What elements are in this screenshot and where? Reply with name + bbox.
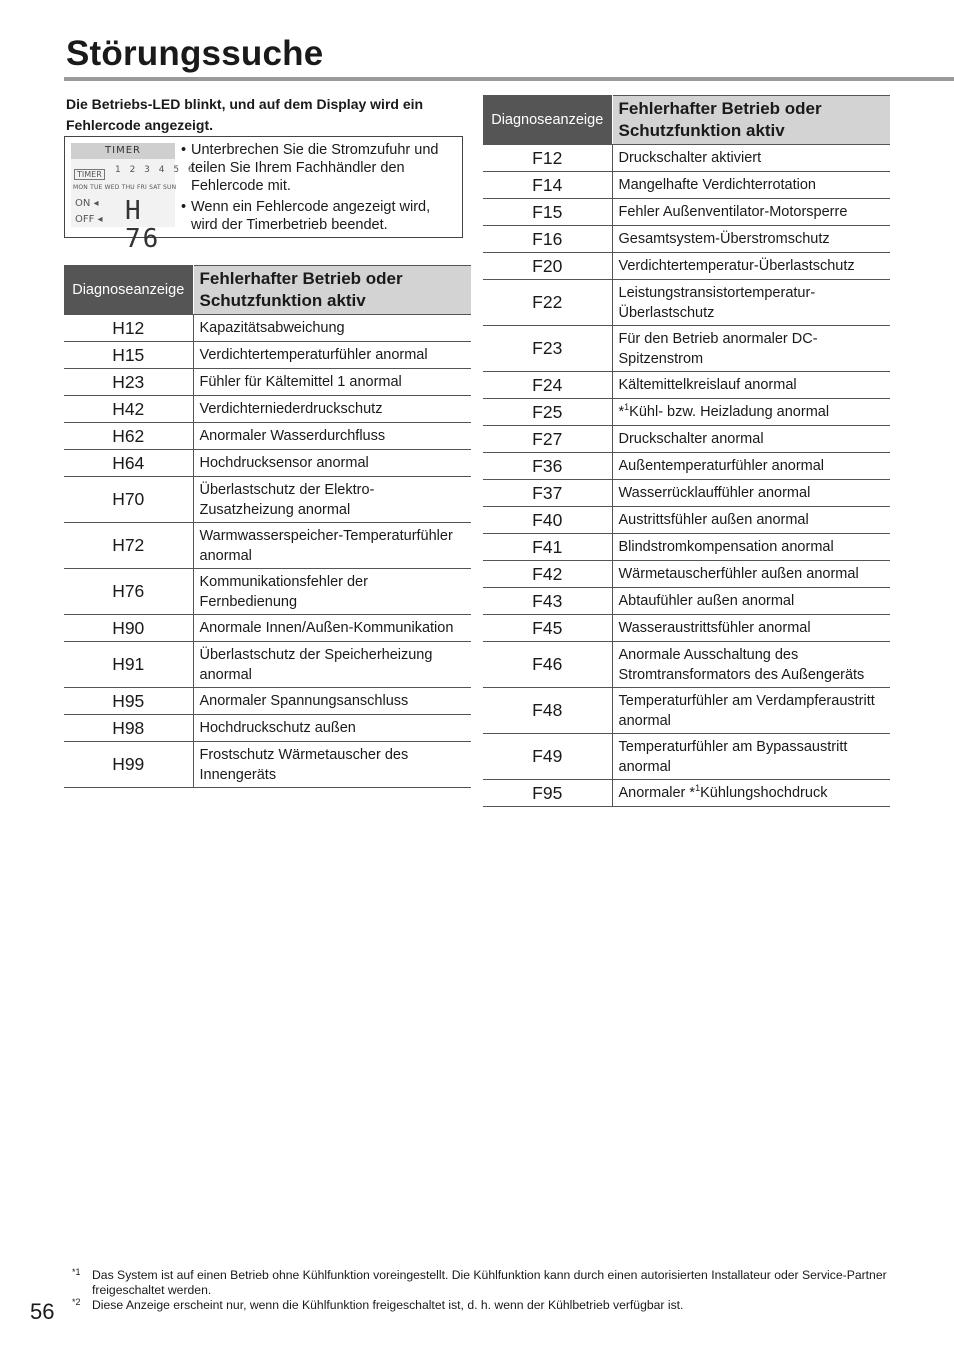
error-code: H99	[64, 742, 193, 788]
table-row	[483, 326, 890, 372]
error-description: Überlastschutz der Speicherheizung anormal	[193, 642, 471, 688]
error-description: Mangelhafte Verdichterrotation	[612, 172, 890, 199]
timer-display-illustration	[71, 143, 197, 254]
error-code: H95	[64, 688, 193, 715]
footnotes	[66, 1268, 906, 1313]
error-description: Außentemperaturfühler anormal	[612, 453, 890, 480]
error-description: Gesamtsystem-Überstromschutz	[612, 226, 890, 253]
table-row	[483, 588, 890, 615]
error-description: Wasserrücklauffühler anormal	[612, 480, 890, 507]
diagnosis-table-right	[483, 95, 890, 807]
table-row	[483, 642, 890, 688]
title-divider	[64, 77, 954, 81]
error-code: F27	[483, 426, 612, 453]
table-row	[64, 742, 471, 788]
error-code: F24	[483, 372, 612, 399]
footnote	[66, 1268, 906, 1298]
table-row	[64, 450, 471, 477]
table-row	[483, 199, 890, 226]
footnote-marker: 1	[695, 783, 701, 794]
table-header-row	[483, 96, 890, 145]
error-code: H42	[64, 396, 193, 423]
table-row	[483, 480, 890, 507]
error-code: H72	[64, 523, 193, 569]
error-code: F37	[483, 480, 612, 507]
display-weekdays: MON TUE WED THU FRI SAT SUN	[73, 184, 177, 191]
error-code: F14	[483, 172, 612, 199]
table-row	[483, 145, 890, 172]
footnote-text: Diese Anzeige erscheint nur, wenn die Kühlfunktion freigeschaltet ist, d. h. wenn der Kühlbetrieb verfügbar ist.	[92, 1298, 684, 1312]
error-code: H98	[64, 715, 193, 742]
table-row	[64, 523, 471, 569]
footnote-prefix: Anormaler *	[618, 785, 696, 801]
header-description: Fehlerhafter Betrieb oder Schutzfunktion aktiv	[612, 96, 890, 145]
info-bullet: • Wenn ein Fehlercode angezeigt wird, wird der Timerbetrieb beendet.	[181, 198, 459, 234]
error-code: F22	[483, 280, 612, 326]
error-description: Fühler für Kältemittel 1 anormal	[193, 369, 471, 396]
table-row	[483, 534, 890, 561]
error-code: F41	[483, 534, 612, 561]
display-on-label: ON ◂	[75, 198, 99, 209]
footnote-mark: *1	[72, 1267, 81, 1277]
footnote-marker: 1	[624, 402, 630, 413]
error-code: F15	[483, 199, 612, 226]
error-description: Verdichterniederdruckschutz	[193, 396, 471, 423]
error-code: H12	[64, 315, 193, 342]
error-code: F42	[483, 561, 612, 588]
error-code: F48	[483, 688, 612, 734]
table-row	[483, 253, 890, 280]
error-description: Fehler Außenventilator-Motorsperre	[612, 199, 890, 226]
display-header: TIMER	[71, 143, 175, 159]
table-row	[64, 688, 471, 715]
error-description: Hochdruckschutz außen	[193, 715, 471, 742]
display-timer-label: TIMER	[74, 169, 105, 180]
error-description: Verdichtertemperaturfühler anormal	[193, 342, 471, 369]
error-description	[612, 780, 890, 807]
error-description: Warmwasserspeicher-Temperaturfühler anormal	[193, 523, 471, 569]
footnote	[66, 1298, 906, 1313]
info-bullet: • Unterbrechen Sie die Stromzufuhr und teilen Sie Ihrem Fachhändler den Fehlercode mit.	[181, 141, 459, 195]
table-row	[64, 369, 471, 396]
error-description: Austrittsfühler außen anormal	[612, 507, 890, 534]
error-description: Wärmetauscherfühler außen anormal	[612, 561, 890, 588]
diagnosis-table-left	[64, 265, 471, 788]
error-description: Überlastschutz der Elektro-Zusatzheizung anormal	[193, 477, 471, 523]
error-description: Hochdrucksensor anormal	[193, 450, 471, 477]
display-slot-numbers: 1 2 3 4 5 6	[115, 165, 197, 175]
table-row	[64, 715, 471, 742]
error-code: H64	[64, 450, 193, 477]
error-code: F45	[483, 615, 612, 642]
table-row	[483, 280, 890, 326]
error-description: Anormale Innen/Außen-Kommunikation	[193, 615, 471, 642]
table-row	[483, 615, 890, 642]
error-description: Wasseraustrittsfühler anormal	[612, 615, 890, 642]
description-text: Kühl- bzw. Heizladung anormal	[629, 404, 830, 420]
error-description: Druckschalter anormal	[612, 426, 890, 453]
error-code: F49	[483, 734, 612, 780]
error-description	[612, 399, 890, 426]
error-code: F16	[483, 226, 612, 253]
table-row	[483, 172, 890, 199]
table-row	[483, 372, 890, 399]
error-description: Kommunikationsfehler der Fernbedienung	[193, 569, 471, 615]
table-row	[483, 780, 890, 807]
error-code: H70	[64, 477, 193, 523]
error-code: F36	[483, 453, 612, 480]
table-row	[64, 396, 471, 423]
table-row	[483, 399, 890, 426]
display-error-code: H 76	[125, 196, 161, 254]
error-code: F20	[483, 253, 612, 280]
table-row	[64, 315, 471, 342]
footnote-mark: *2	[72, 1297, 81, 1307]
error-description: Kapazitätsabweichung	[193, 315, 471, 342]
error-description: Blindstromkompensation anormal	[612, 534, 890, 561]
error-description: Temperaturfühler am Bypassaustritt anormal	[612, 734, 890, 780]
table-row	[483, 426, 890, 453]
table-header-row	[64, 266, 471, 315]
error-code: F43	[483, 588, 612, 615]
error-code: H90	[64, 615, 193, 642]
error-code: F46	[483, 642, 612, 688]
table-row	[64, 642, 471, 688]
error-code: F25	[483, 399, 612, 426]
page-title: Störungssuche	[66, 34, 324, 73]
table-row	[64, 423, 471, 450]
error-code: H62	[64, 423, 193, 450]
table-row	[483, 226, 890, 253]
error-description: Für den Betrieb anormaler DC-Spitzenstrom	[612, 326, 890, 372]
description-text: Kühlungshochdruck	[700, 785, 828, 801]
footnote-prefix: *	[618, 404, 625, 420]
table-row	[64, 342, 471, 369]
info-bullet-list	[181, 141, 459, 237]
table-row	[64, 615, 471, 642]
error-description: Anormale Ausschaltung des Stromtransformators des Außengeräts	[612, 642, 890, 688]
error-code: F40	[483, 507, 612, 534]
table-row	[64, 477, 471, 523]
error-description: Anormaler Spannungsanschluss	[193, 688, 471, 715]
error-code: H76	[64, 569, 193, 615]
error-code: H15	[64, 342, 193, 369]
error-info-box	[64, 136, 463, 254]
error-code: H23	[64, 369, 193, 396]
error-description: Frostschutz Wärmetauscher des Innengeräts	[193, 742, 471, 788]
error-code: F23	[483, 326, 612, 372]
header-diagnosis: Diagnoseanzeige	[483, 96, 612, 145]
table-row	[483, 453, 890, 480]
error-description: Temperaturfühler am Verdampferaustritt anormal	[612, 688, 890, 734]
error-description: Abtaufühler außen anormal	[612, 588, 890, 615]
error-description: Kältemittelkreislauf anormal	[612, 372, 890, 399]
header-description: Fehlerhafter Betrieb oder Schutzfunktion aktiv	[193, 266, 471, 315]
error-code: H91	[64, 642, 193, 688]
page-number: 56	[30, 1299, 55, 1324]
error-code: F12	[483, 145, 612, 172]
table-row	[483, 507, 890, 534]
error-description: Verdichtertemperatur-Überlastschutz	[612, 253, 890, 280]
display-off-label: OFF ◂	[75, 214, 103, 225]
error-code: F95	[483, 780, 612, 807]
error-description: Leistungstransistortemperatur-Überlastschutz	[612, 280, 890, 326]
footnote-text: Das System ist auf einen Betrieb ohne Kühlfunktion voreingestellt. Die Kühlfunktion kann durch einen autorisierten Installateur oder Service-Partner freigeschaltet werden.	[92, 1268, 887, 1297]
header-diagnosis: Diagnoseanzeige	[64, 266, 193, 315]
intro-text: Die Betriebs-LED blinkt, und auf dem Display wird ein Fehlercode angezeigt.	[66, 96, 424, 133]
error-description: Druckschalter aktiviert	[612, 145, 890, 172]
table-row	[64, 569, 471, 615]
table-row	[483, 688, 890, 734]
table-row	[483, 561, 890, 588]
table-row	[483, 734, 890, 780]
error-description: Anormaler Wasserdurchfluss	[193, 423, 471, 450]
